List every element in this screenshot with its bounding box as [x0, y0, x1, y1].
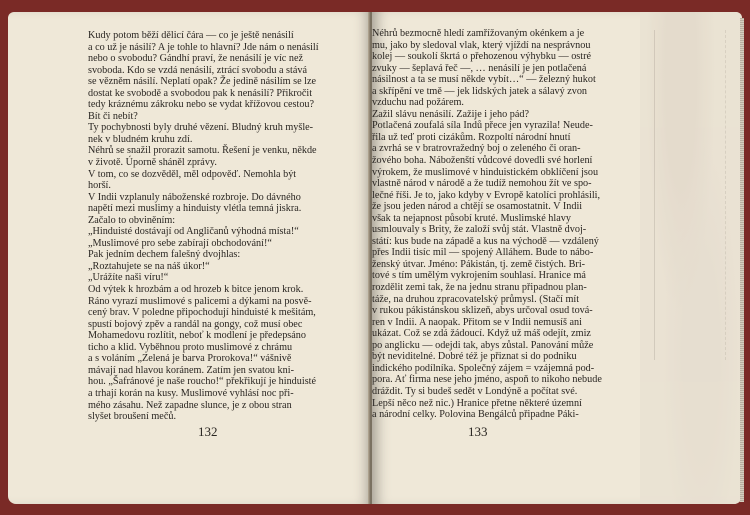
text-line: Pak jedním dechem falešný dvojhlas: — [88, 249, 241, 261]
text-line: však ta nejapnost působí kruté. Muslimské hlavy — [372, 212, 571, 224]
text-line: Potlačená zoufalá síla Indů přece jen vyrazila! Neude- — [372, 120, 593, 132]
text-line: v životě. Úporně sháněl zprávy. — [88, 157, 217, 169]
text-line: a skřípění ve tmě — jek lidských jatek a sálavý zvon — [372, 85, 588, 97]
text-line: nebo o svobodu? Gándhí praví, že nenásilí je víc než — [88, 53, 304, 65]
text-line: výrokem, že muslimové v hinduistickém obklíčení jsou — [372, 166, 599, 178]
text-line: a zvrhá se v bratrovražedný boj o zeleného či oran- — [372, 143, 581, 155]
text-line: V Indii vzplanuly náboženské rozbroje. Do dávného — [88, 191, 301, 203]
text-line: řila už teď proti cizákům. Rozpoltí národní hnutí — [372, 131, 571, 143]
text-line: v rukou pákistánskou sklizeň, abys určoval osud tová- — [372, 305, 593, 317]
text-line: a národní celky. Polovina Bengálců připadne Páki- — [372, 409, 579, 421]
right-page — [372, 12, 742, 504]
text-line: Kudy potom běží dělicí čára — co je ještě nenásilí — [88, 30, 294, 41]
text-line: ticho a klid. Vyběhnou proto muslimové z chrámu — [88, 341, 293, 353]
text-line: pora. Ať firma nese jeho jméno, aspoň to nikoho nebude — [372, 374, 602, 386]
text-line: spustí bojový zpěv a randál na gongy, což musí obec — [88, 318, 303, 330]
text-line: státí: kus bude na západě a kus na východě — vzdálený — [372, 235, 599, 247]
text-line: a trhají korán na kusy. Muslimové vyhlásí noc při- — [88, 387, 294, 399]
text-line: žového boha. Náboženští vůdcové dovedli své horlení — [372, 155, 593, 167]
text-line: lečné říši. Je to, jako kdyby v Evropě katolíci prohlásili, — [372, 189, 601, 201]
text-line: Bít či nebít? — [88, 110, 138, 122]
left-page-number: 132 — [198, 424, 218, 439]
text-line: ren v Indii. A naopak. Přitom se v Indii nemusíš ani — [372, 316, 582, 328]
text-line: zvuky — šeplavá řeč —, … nenásilí je jen potlačená — [372, 62, 587, 74]
text-line: Začalo to obviněním: — [88, 214, 176, 226]
text-line: ženský útvar. Jméno: Pákistán, tj. země čistých. Bri- — [372, 258, 586, 270]
text-line: hou. „Šafránové je naše roucho!“ překřikují je hinduisté — [88, 376, 317, 388]
text-line: rozdělit zemi tak, že na jednu stranu připadnou plan- — [372, 282, 587, 294]
text-line: přes Indii tisíc mil — spojený Alláhem. Bude to nábo- — [372, 247, 594, 259]
text-line: se vězněm násilí. Neplatí opak? Že jedině násilím se lze — [88, 76, 317, 88]
text-line: vlastně národ v národě a že tudíž nemohou žít ve spo- — [372, 178, 592, 190]
right-page-text — [372, 28, 634, 421]
text-line: mávají nad hlavou koránem. Zatím jen svatou kni- — [88, 364, 294, 376]
text-line: svoboda. Kdo se vzdá nenásilí, ztrácí svobodu a stává — [88, 64, 307, 76]
text-line: Ráno vyrazí muslimové s palicemi a dýkami na posvě- — [88, 295, 312, 307]
text-line: tedy kráznému zákroku nebo se vydat křížovou cestou? — [88, 99, 315, 111]
text-line: „Hinduisté dostávají od Angličanů výhodná místa!“ — [88, 226, 299, 238]
left-page — [8, 12, 370, 504]
text-line: usmlouvaly s Brity, že založí svůj stát. Vlastně dvoj- — [372, 224, 587, 236]
text-line: tové s tím umělým vykrojením souhlasí. Hranice má — [372, 270, 586, 282]
text-line: po anglicku — odejdi tak, abys zůstal. Panování může — [372, 339, 594, 351]
text-line: „Muslimové pro sebe zabírají obchodování!“ — [88, 237, 272, 249]
text-line: Ty pochybnosti byly druhé vězení. Bludný kruh myšle- — [88, 122, 314, 134]
page-edges — [740, 18, 744, 502]
text-line: že jsou jeden národ a chtějí se osamostatnit. V Indii — [372, 201, 583, 213]
text-line: slyšet broušení mečů. — [88, 411, 176, 423]
text-line: „Roztahujete se na náš úkor!“ — [88, 260, 210, 272]
facing-illustration-bleed — [640, 12, 742, 504]
text-line: dostat ke svobodě a svobodou pak k nenásilí? Přikročit — [88, 87, 313, 99]
text-line: táže, na druhou zpracovatelský průmysl. (Stačí mít — [372, 293, 580, 305]
text-line: cený brav. V poledne připochodují hinduisté k mešitám, — [88, 307, 316, 319]
text-line: a co už je násilí? A je tohle to hlavní? Jde nám o nenásilí — [88, 41, 319, 53]
text-line: Od výtek k hrozbám a od hrozeb k bitce jenom krok. — [88, 284, 304, 296]
text-line: dráždit. Ty si budeš sedět v Londýně a počítat své. — [372, 385, 578, 397]
text-line: Néhrů se snažil prorazit samotu. Řešení je venku, někde — [88, 145, 317, 157]
text-line: V tom, co se dozvěděl, měl odpověď. Nemohla být — [88, 168, 297, 180]
text-line: Zažil slávu nenásilí. Zažije i jeho pád? — [372, 108, 529, 120]
text-line: Mohamedovu rozlítit, neboť k modlení je předepsáno — [88, 330, 306, 342]
text-line: mého zásahu. Než zapadne slunce, je z obou stran — [88, 399, 292, 411]
text-line: a s voláním „Zelená je barva Prorokova!“ vášnivě — [88, 353, 292, 365]
text-line: kolej — soukolí škrtá o přehozenou výhybku — ostré — [372, 51, 591, 63]
text-line: mu, jako by sledoval vlak, který vjíždí na nesprávnou — [372, 39, 591, 51]
text-line: nek v bludném kruhu zdí. — [88, 133, 193, 145]
text-line: napětí mezi muslimy a hinduisty vlétla temná jiskra. — [88, 203, 302, 215]
text-line: horší. — [88, 180, 111, 192]
text-line: „Urážíte naši víru!“ — [88, 272, 169, 284]
text-line: indického podílníka. Společný zájem = vzájemná pod- — [372, 362, 595, 374]
text-line: ukázat. Což se zdá žádoucí. Když už máš odejít, zmiz — [372, 328, 591, 340]
right-page-number: 133 — [468, 424, 488, 439]
text-line: vzduchu nad požárem. — [372, 97, 464, 109]
text-line: Lepší něco než nic.) Hranice přetne některé územní — [372, 397, 582, 409]
left-page-text — [88, 30, 344, 423]
text-line: násilnost a ta se musí někde vybít…“ — železný hukot — [372, 74, 596, 86]
text-line: být neviditelné. Dobré též je přiznat si do podniku — [372, 351, 577, 363]
text-line: Néhrů bezmocně hledí zamřížovaným okénkem a je — [372, 28, 585, 39]
